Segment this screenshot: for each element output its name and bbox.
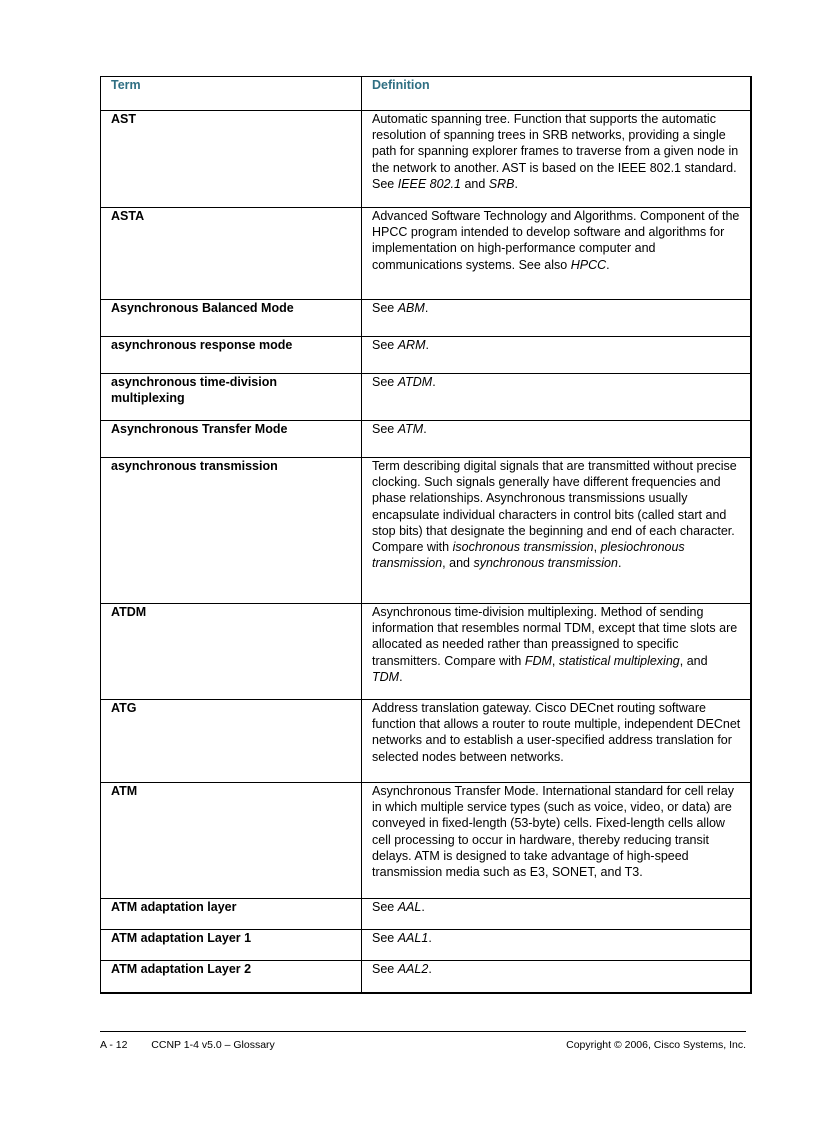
definition-text: . — [617, 556, 622, 571]
definition-cell — [362, 899, 751, 930]
definition-cell — [362, 930, 751, 961]
definition-text: . — [399, 669, 403, 684]
definition-cell — [362, 961, 751, 993]
definition-text: See — [372, 931, 398, 945]
definition-cell — [362, 421, 751, 458]
definition-text: . — [428, 962, 432, 976]
cross-reference: TDM — [372, 669, 400, 684]
footer-divider — [100, 1031, 746, 1032]
cross-reference: ATDM — [397, 375, 433, 389]
cross-reference: AAL — [397, 900, 422, 914]
definition-text: Term describing digital signals that are transmitted without precise clocking. Such signals generally have different frequencies and phase relationships. Asynchronous transmissions usually encapsulate individual characters in control bits (called start and stop bits) that designate the beginning and end of each character. Compare with — [372, 459, 737, 555]
definition-text: Asynchronous Transfer Mode. International standard for cell relay in which multiple service types (such as voice, video, or data) are conveyed in fixed-length (53-byte) cells. Fixed-length cells allow cell processing to occur in hardware, thereby reducing transit delays. ATM is designed to take advantage of high-speed transmission media such as E3, SONET, and T3. — [372, 784, 734, 880]
definition-cell — [362, 300, 751, 337]
definition-text: See — [372, 422, 398, 436]
table-row — [101, 783, 751, 899]
term-cell: asynchronous time-division multiplexing — [101, 374, 362, 421]
table-row — [101, 930, 751, 961]
table-row — [101, 961, 751, 993]
table-header-row — [101, 77, 751, 111]
term-cell: Asynchronous Transfer Mode — [101, 421, 362, 458]
term-cell: ATM adaptation layer — [101, 899, 362, 930]
definition-text: . — [606, 257, 610, 272]
definition-cell — [362, 208, 751, 300]
table-row — [101, 208, 751, 300]
definition-text: See — [372, 962, 398, 976]
cross-reference: FDM — [524, 653, 552, 668]
definition-text: . — [428, 931, 432, 945]
definition-text: , and — [679, 653, 708, 668]
definition-cell — [362, 374, 751, 421]
definition-text: , — [593, 540, 601, 555]
definition-text: . — [514, 176, 518, 191]
cross-reference: ARM — [397, 338, 426, 352]
term-cell: asynchronous response mode — [101, 337, 362, 374]
cross-reference: SRB — [488, 176, 515, 191]
definition-text: See — [372, 338, 398, 352]
course-title: CCNP 1-4 v5.0 – Glossary — [151, 1039, 275, 1051]
definition-text: . — [424, 301, 429, 315]
term-cell: ATG — [101, 700, 362, 783]
definition-text: See — [372, 375, 398, 389]
term-column-header: Term — [101, 77, 362, 111]
cross-reference: HPCC — [570, 257, 607, 272]
term-cell: ASTA — [101, 208, 362, 300]
footer-left — [100, 1039, 275, 1051]
term-cell: ATM adaptation Layer 1 — [101, 930, 362, 961]
definition-text: and — [460, 176, 489, 191]
table-row — [101, 337, 751, 374]
definition-text: . — [432, 375, 436, 389]
cross-reference: AAL2 — [397, 962, 429, 976]
definition-text: , — [551, 653, 559, 668]
cross-reference: ATM — [397, 422, 424, 436]
definition-text: Automatic spanning tree. Function that supports the automatic resolution of spanning trees in SRB networks, providing a single path for spanning explorer frames to traverse from a given node in the network to another. AST is based on the IEEE 802.1 standard. See — [372, 112, 739, 191]
page-number: A - 12 — [100, 1039, 128, 1051]
cross-reference: statistical multiplexing — [558, 653, 680, 668]
cross-reference: ABM — [397, 301, 425, 315]
definition-column-header: Definition — [362, 77, 751, 111]
definition-cell — [362, 458, 751, 604]
definition-text: . — [425, 338, 429, 352]
definition-text: , and — [442, 556, 474, 571]
definition-text: . — [421, 900, 425, 914]
table-row — [101, 421, 751, 458]
term-cell: ATM adaptation Layer 2 — [101, 961, 362, 993]
definition-cell — [362, 604, 751, 700]
definition-text: . — [423, 422, 427, 436]
cross-reference: isochronous transmission — [452, 540, 594, 555]
table-row — [101, 604, 751, 700]
definition-text: Asynchronous time-division multiplexing. Method of sending information that resembles normal TDM, except that time slots are allocated as needed rather than preassigned to specific transmitters. Compare with — [372, 605, 738, 668]
glossary-rows — [101, 111, 751, 993]
cross-reference: synchronous transmission — [473, 556, 618, 571]
table-row — [101, 374, 751, 421]
copyright-notice: Copyright © 2006, Cisco Systems, Inc. — [566, 1039, 746, 1051]
cross-reference: AAL1 — [397, 931, 429, 945]
glossary-table — [100, 76, 752, 994]
table-row — [101, 899, 751, 930]
table-row — [101, 300, 751, 337]
definition-text: See — [372, 900, 398, 914]
definition-cell — [362, 111, 751, 208]
definition-text: See — [372, 301, 398, 315]
definition-cell — [362, 783, 751, 899]
cross-reference: plesiochronous transmission — [372, 540, 685, 571]
table-row — [101, 111, 751, 208]
definition-cell — [362, 337, 751, 374]
definition-text: Advanced Software Technology and Algorithms. Component of the HPCC program intended to develop software and algorithms for implementation on high-performance computer and communications systems. See also — [372, 209, 740, 272]
term-cell: AST — [101, 111, 362, 208]
term-cell: asynchronous transmission — [101, 458, 362, 604]
table-row — [101, 700, 751, 783]
definition-cell — [362, 700, 751, 783]
term-cell: Asynchronous Balanced Mode — [101, 300, 362, 337]
term-cell: ATM — [101, 783, 362, 899]
definition-text: Address translation gateway. Cisco DECnet routing software function that allows a router to route multiple, independent DECnet networks and to establish a user-specified address translation for selected nodes between networks. — [372, 701, 741, 764]
term-cell: ATDM — [101, 604, 362, 700]
cross-reference: IEEE 802.1 — [397, 176, 461, 191]
table-row — [101, 458, 751, 604]
